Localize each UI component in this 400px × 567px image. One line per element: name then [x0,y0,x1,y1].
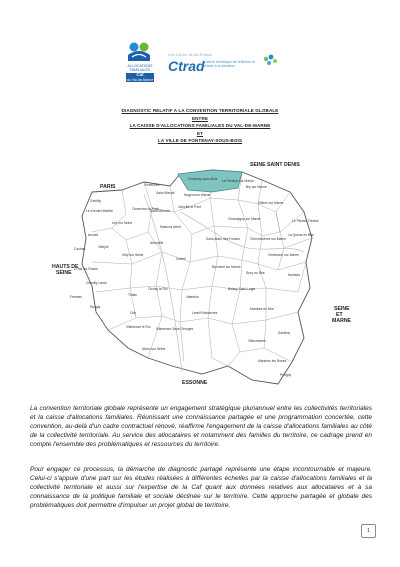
town-label: Champigny sur Marne [228,217,261,221]
town-label: Arcueil [88,233,99,237]
town-label: Le Plessis Trévise [292,219,319,223]
ctrad-logo: Les Caf en Ile-de-France Ctrad Cellule technique de réflexion et d'aide à la décision [168,52,288,78]
intro-paragraph: La convention territoriale globale représente un engagement stratégique pluriannuel entre les collectivités territoriales et la caisse d'allocations familiales. Réunissant une connaissance partagée et une programmation concertée, cette convention, au-delà d'un cadre contractuel rénové, réaffirme l'engagement de la caisse d'allocations familiales au côté de la collectivité territoriale. Au service des allocataires et notamment des familles du territoire, ce cadrage prend en compte l'ensemble des problématiques et ressources du territoire. [30,405,372,448]
region-paris: PARIS [100,184,116,190]
town-label: Limeil Brévannes [192,311,218,315]
town-label: Saint Maurice [150,209,171,213]
town-label: Marolles en Brie [250,307,274,311]
town-label: Alfortville [150,241,164,245]
town-label: Nogent sur Marne [184,193,211,197]
town-label: Thiais [128,293,137,297]
town-label: L'Haÿ les Roses [74,267,98,271]
page-number: 1 [361,524,376,538]
town-label: Villiers sur Marne [258,201,284,205]
town-label: Périgny [280,373,292,377]
town-label: Vitry sur Seine [122,253,144,257]
document-title: DIAGNOSTIC RELATIF A LA CONVENTION TERRITORIALE GLOBALE ENTRE LA CAISSE D'ALLOCATIONS FAMILIALES DU VAL-DE-MARNE ET LA VILLE DE FONTENAY-SOUS-BOIS [121,108,279,144]
town-label: Villejuif [98,245,109,249]
town-label: Chennevières sur Marne [250,237,287,241]
town-label: Sucy en Brie [246,271,265,275]
ctrad-flower-icon [260,54,280,75]
town-label: Gentilly [90,199,101,203]
town-label: Maisons Alfort [160,225,181,229]
town-label: Santeny [278,331,291,335]
region-seine-saint-denis: SEINE SAINT DENIS [250,162,300,168]
town-label: Ivry sur Seine [112,221,133,225]
town-label: Joinville le Pont [178,205,201,209]
town-label: Orly [130,311,137,315]
town-label: Le Perreux sur Marne [222,179,254,183]
town-label: Saint-Maur des Fossés [206,237,240,241]
town-label: Charenton le Pont [132,207,159,211]
town-label: Mandres les Roses [258,359,287,363]
region-essonne: ESSONNE [182,380,208,386]
town-label: Boissy Saint Léger [228,287,256,291]
region-seine-et-marne: SEINE ET MARNE [332,306,352,324]
region-hauts-de-seine: HAUTS DE SEINE [52,264,79,276]
town-label: Vincennes [144,183,160,187]
town-label: Villecresnes [248,339,266,343]
town-label: La Queue en Brie [288,233,314,237]
town-label: Choisy le Roi [148,287,168,291]
town-label: Villeneuve Saint Georges [156,327,194,331]
town-label: Valenton [186,295,199,299]
val-de-marne-map [52,152,362,392]
caf-logo-text: ALLOCATIONS FAMILIALES Caf du Val-de-Marne [126,64,154,82]
town-label: Chevilly Larue [86,281,107,285]
town-label: Créteil [176,257,186,261]
town-label: Rungis [90,305,101,309]
diagnostic-paragraph: Pour engager ce processus, la démarche de diagnostic partagé représente une étape incontournable et majeure. Celui-ci s'appuie d'une part sur les études réalisées à différentes échelles par la caisse d'allocations familiales et la collectivité territoriale et aussi sur l'expertise de la Caf quant aux données relatives aux allocataires et à sa connaissance de la politique familiale et sociale déclinée sur le territoire. Cette approche partagée et globale des problématiques doit permettre d'impulser un projet global de territoire. [30,466,372,509]
town-label: Bry sur Marne [246,185,267,189]
town-label: Fresnes [70,295,82,299]
town-label: Cachan [74,247,86,251]
town-label: Fontenay-sous-Bois [188,177,218,181]
town-label: Villeneuve le Roi [126,325,151,329]
town-label: Ablon sur Seine [142,347,166,351]
town-label: Noiseau [288,273,301,277]
town-label: Saint Mandé [156,191,175,195]
town-label: Ormesson sur Marne [268,253,299,257]
town-label: Le Kremlin Bicêtre [86,209,113,213]
town-label: Bonneuil sur Marne [212,265,241,269]
